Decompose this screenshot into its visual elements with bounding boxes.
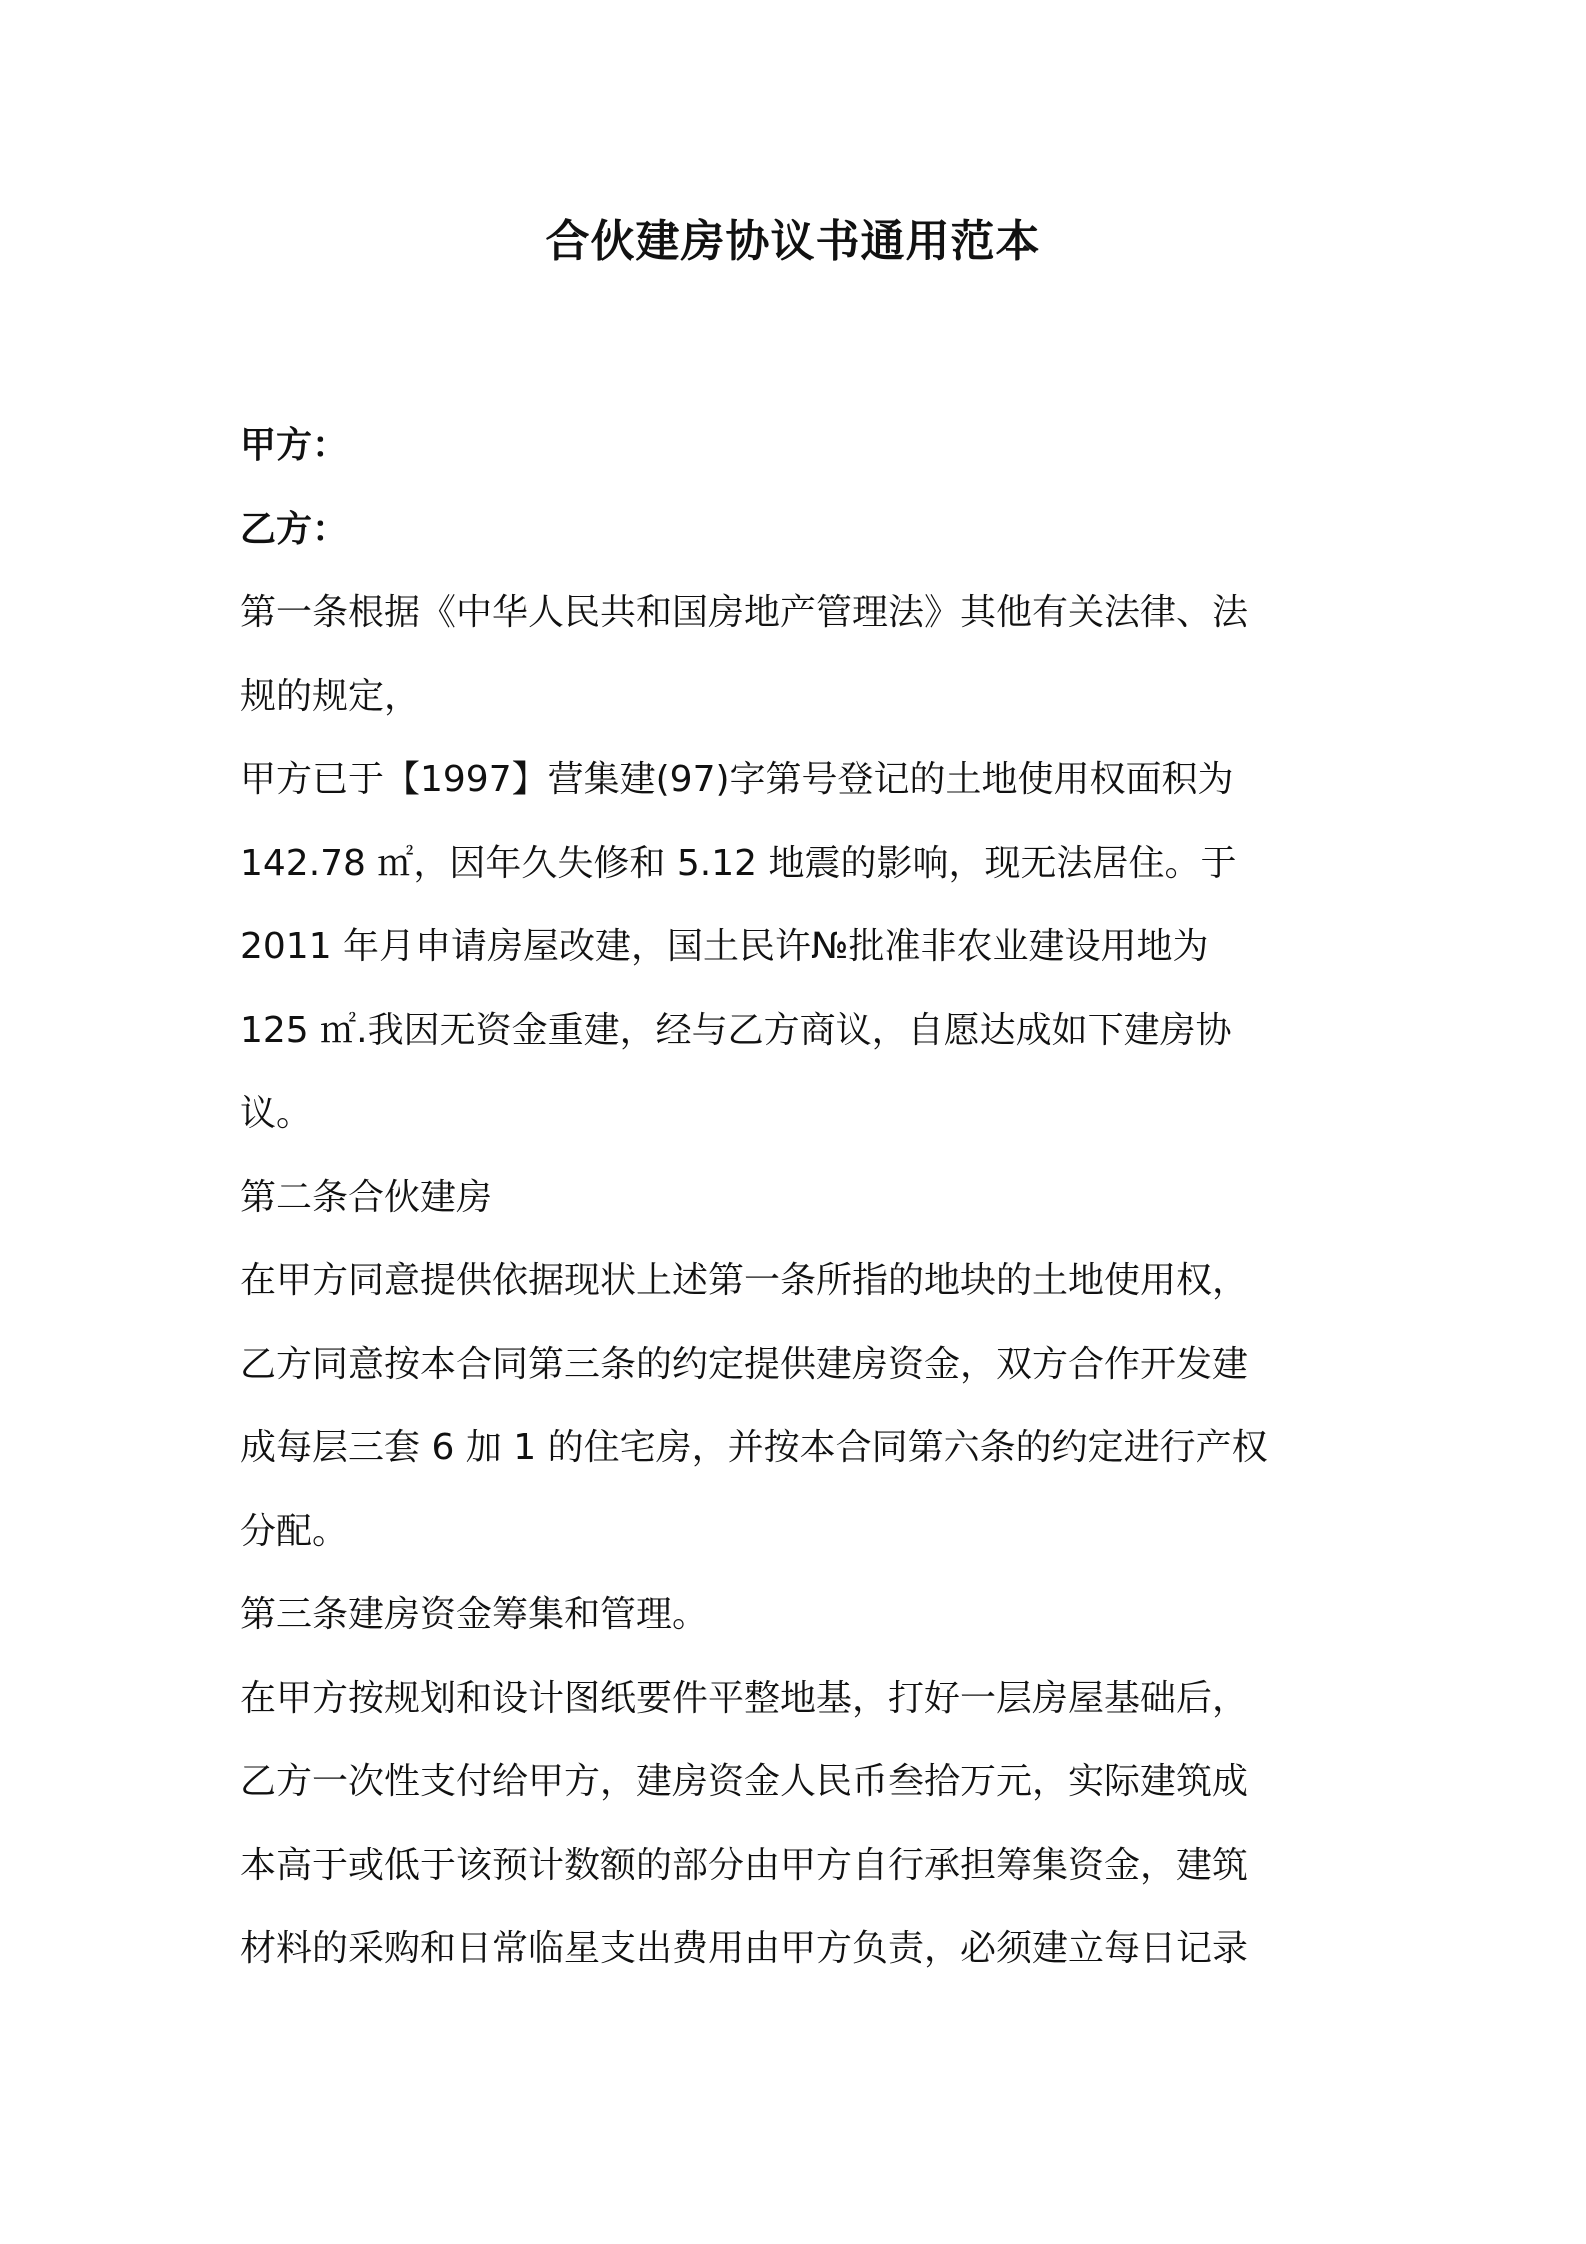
body-line: 2011 年月申请房屋改建，国土民许№批准非农业建设用地为 — [240, 926, 1209, 967]
body-line: 乙方同意按本合同第三条的约定提供建房资金，双方合作开发建 — [240, 1343, 1249, 1385]
body-line: 甲方已于【1997】营集建(97)字第号登记的土地使用权面积为 — [240, 759, 1234, 800]
body-line: 在甲方同意提供依据现状上述第一条所指的地块的土地使用权， — [240, 1260, 1249, 1301]
body-line: 在甲方按规划和设计图纸要件平整地基，打好一层房屋基础后， — [240, 1677, 1249, 1719]
body-line: 142.78 ㎡，因年久失修和 5.12 地震的影响，现无法居住。于 — [240, 842, 1237, 884]
body-line: 本高于或低于该预计数额的部分由甲方自行承担筹集资金，建筑 — [240, 1844, 1249, 1886]
body-line: 第一条根据《中华人民共和国房地产管理法》其他有关法律、法 — [240, 592, 1249, 633]
body-line: 125 ㎡.我因无资金重建，经与乙方商议，自愿达成如下建房协 — [240, 1009, 1232, 1051]
article-heading: 第三条建房资金筹集和管理。 — [240, 1594, 709, 1635]
document-body — [240, 404, 1358, 1991]
document-title: 合伙建房协议书通用范本 — [545, 216, 1041, 267]
body-line: 规的规定， — [240, 675, 421, 717]
party-a-label: 甲方： — [240, 425, 349, 466]
body-line: 分配。 — [240, 1510, 349, 1552]
article-heading: 第二条合伙建房 — [240, 1176, 493, 1218]
party-b-label: 乙方： — [240, 508, 349, 550]
body-line: 材料的采购和日常临星支出费用由甲方负责，必须建立每日记录 — [240, 1928, 1249, 1969]
body-line: 乙方一次性支付给甲方，建房资金人民币叁拾万元，实际建筑成 — [240, 1761, 1249, 1802]
body-line: 议。 — [240, 1093, 313, 1134]
body-line: 成每层三套 6 加 1 的住宅房，并按本合同第六条的约定进行产权 — [240, 1427, 1268, 1468]
